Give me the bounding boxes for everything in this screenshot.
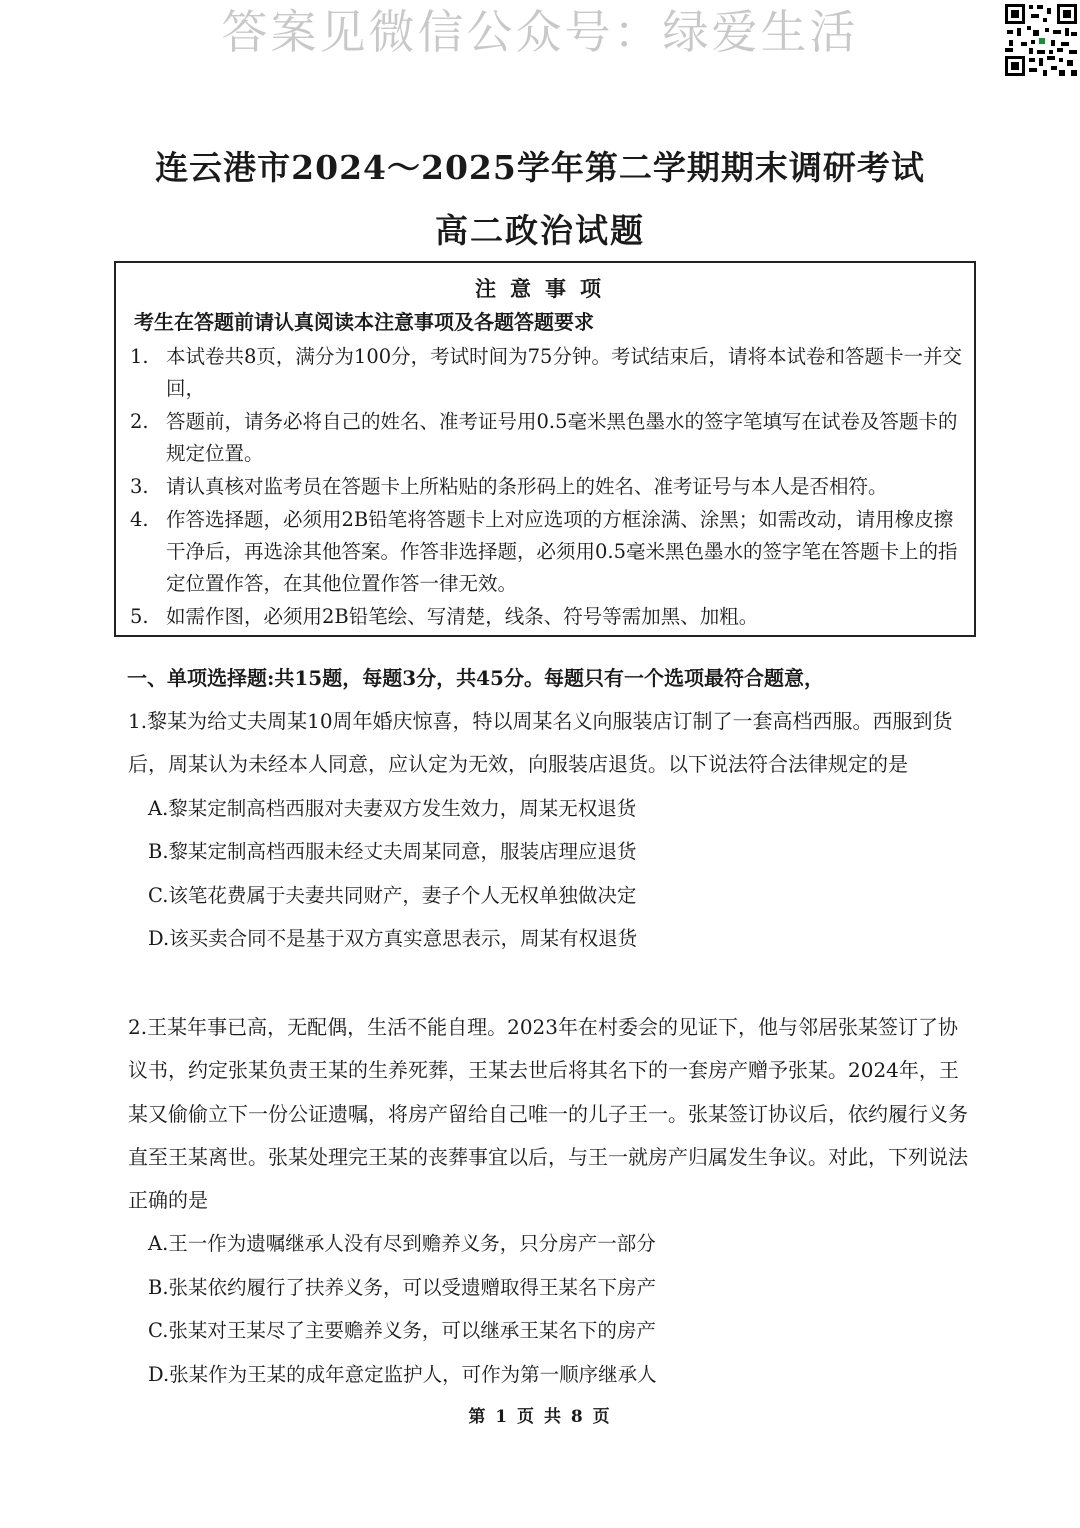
notice-item-text: 本试卷共8页，满分为100分，考试时间为75分钟。考试结束后，请将本试卷和答题卡一并交回， bbox=[166, 345, 962, 400]
notice-item bbox=[130, 341, 970, 405]
question-stem bbox=[128, 700, 974, 787]
option-b: B.黎某定制高档西服未经丈夫周某同意，服装店理应退货 bbox=[148, 840, 637, 864]
option-b: B.张某依约履行了扶养义务，可以受遗赠取得王某名下房产 bbox=[148, 1275, 657, 1299]
option-d: D.该买卖合同不是基于双方真实意思表示，周某有权退货 bbox=[148, 927, 638, 951]
notice-item-text: 答题前，请务必将自己的姓名、准考证号用0.5毫米黑色墨水的签字笔填写在试卷及答题卡的规定位置。 bbox=[166, 410, 958, 465]
notice-subheading: 考生在答题前请认真阅读本注意事项及各题答题要求 bbox=[134, 310, 594, 334]
notice-box bbox=[114, 261, 976, 637]
notice-item bbox=[130, 406, 970, 470]
notice-item-number: 5. bbox=[130, 605, 149, 628]
notice-item-text: 请认真核对监考员在答题卡上所粘贴的条形码上的姓名、准考证号与本人是否相符。 bbox=[166, 475, 888, 498]
option-a: A.黎某定制高档西服对夫妻双方发生效力，周某无权退货 bbox=[148, 796, 637, 820]
qr-code-icon bbox=[1003, 2, 1079, 78]
notice-item-text: 如需作图，必须用2B铅笔绘、写清楚，线条、符号等需加黑、加粗。 bbox=[166, 605, 759, 628]
section-heading: 一、单项选择题:共15题，每题3分，共45分。每题只有一个选项最符合题意， bbox=[127, 666, 824, 690]
notice-item-number: 1. bbox=[130, 345, 149, 368]
question-number: 2. bbox=[128, 1015, 148, 1039]
exam-title: 连云港市2024～2025学年第二学期期末调研考试 bbox=[155, 148, 925, 187]
question-stem bbox=[128, 1006, 974, 1222]
option-a: A.王一作为遗嘱继承人没有尽到赡养义务，只分房产一部分 bbox=[148, 1232, 656, 1256]
notice-item-number: 2. bbox=[130, 410, 149, 433]
question-2 bbox=[128, 1006, 974, 1396]
question-text: 王某年事已高，无配偶，生活不能自理。2023年在村委会的见证下，他与邻居张某签订了协议书，约定张某负责王某的生养死葬，王某去世后将其名下的一套房产赠予张某。2024年，王某又偷偷立下一份公证遗嘱，将房产留给自己唯一的儿子王一。张某签订协议后，依约履行义务直至王某离世。张某处理完王某的丧葬事宜以后，与王一就房产归属发生争议。对此，下列说法正确的是 bbox=[128, 1015, 968, 1213]
exam-subtitle: 高二政治试题 bbox=[435, 211, 645, 250]
notice-item bbox=[130, 471, 970, 503]
option-c: C.该笔花费属于夫妻共同财产，妻子个人无权单独做决定 bbox=[148, 883, 637, 907]
question-text: 黎某为给丈夫周某10周年婚庆惊喜，特以周某名义向服装店订制了一套高档西服。西服到货后，周某认为未经本人同意，应认定为无效，向服装店退货。以下说法符合法律规定的是 bbox=[128, 709, 953, 777]
option-c: C.张某对王某尽了主要赡养义务，可以继承王某名下的房产 bbox=[148, 1319, 656, 1343]
notice-item-text: 作答选择题，必须用2B铅笔将答题卡上对应选项的方框涂满、涂黑；如需改动，请用橡皮擦干净后，再选涂其他答案。作答非选择题，必须用0.5毫米黑色墨水的签字笔在答题卡上的指定位置作答，在其他位置作答一律无效。 bbox=[166, 508, 958, 595]
question-number: 1. bbox=[128, 709, 148, 733]
notice-item bbox=[130, 504, 970, 600]
option-d: D.张某作为王某的成年意定监护人，可作为第一顺序继承人 bbox=[148, 1362, 657, 1386]
question-1 bbox=[128, 700, 974, 961]
notice-list bbox=[130, 341, 970, 634]
notice-item-number: 3. bbox=[130, 475, 149, 498]
watermark-text: 答案见微信公众号：绿爱生活 bbox=[221, 5, 859, 59]
notice-heading: 注意事项 bbox=[475, 276, 615, 301]
notice-item bbox=[130, 601, 970, 633]
page-footer: 第 1 页 共 8 页 bbox=[468, 1407, 612, 1427]
notice-item-number: 4. bbox=[130, 508, 149, 531]
